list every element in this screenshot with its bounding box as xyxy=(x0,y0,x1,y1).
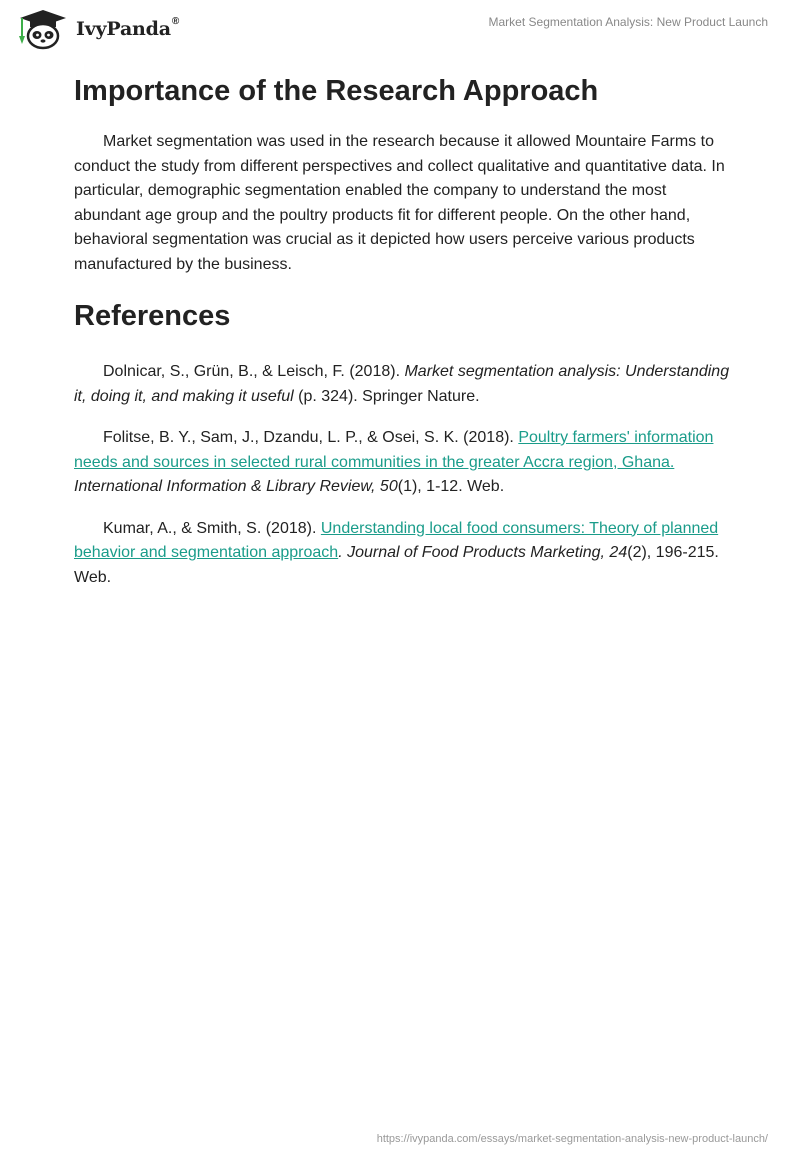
reference-item: Folitse, B. Y., Sam, J., Dzandu, L. P., & Osei, S. K. (2018). Poultry farmers' information needs and sources in selected rural communities in the greater Accra region, Ghana. International Information & Library Review, 50(1), 1-12. Web. xyxy=(74,429,714,495)
footer-source-url: https://ivypanda.com/essays/market-segmentation-analysis-new-product-launch/ xyxy=(376,1133,768,1145)
page-header xyxy=(0,0,800,60)
reference-item: Dolnicar, S., Grün, B., & Leisch, F. (2018). Market segmentation analysis: Understanding it, doing it, and making it useful (p. 324). Springer Nature. xyxy=(74,363,730,405)
ivypanda-logo[interactable] xyxy=(14,8,179,50)
importance-paragraph: Market segmentation was used in the research because it allowed Mountaire Farms to conduct the study from different perspectives and collect qualitative and quantitative data. In particular, demographic segmentation enabled the company to understand the most abundant age group and the poultry products fit for different people. On the other hand, behavioral segmentation was crucial as it depicted how users perceive various products manufactured by the business. xyxy=(74,133,725,273)
logo-wordmark: IvyPanda® xyxy=(76,16,180,40)
reference-item: Kumar, A., & Smith, S. (2018). Understanding local food consumers: Theory of planned behavior and segmentation approach. Journal of Food Products Marketing, 24(2), 196-215. Web. xyxy=(74,519,719,586)
reference-link-poultry-farmers[interactable]: Poultry farmers' information needs and sources in selected rural communities in the greater Accra region, Ghana. xyxy=(74,429,714,471)
panda-graduate-icon xyxy=(14,8,72,50)
document-title: Market Segmentation Analysis: New Product Launch xyxy=(488,15,768,29)
reference-link-local-food-consumers[interactable]: Understanding local food consumers: Theory of planned behavior and segmentation approach xyxy=(74,519,719,561)
section-heading-importance: Importance of the Research Approach xyxy=(74,75,599,107)
section-heading-references: References xyxy=(74,300,231,332)
essay-content xyxy=(74,72,730,590)
